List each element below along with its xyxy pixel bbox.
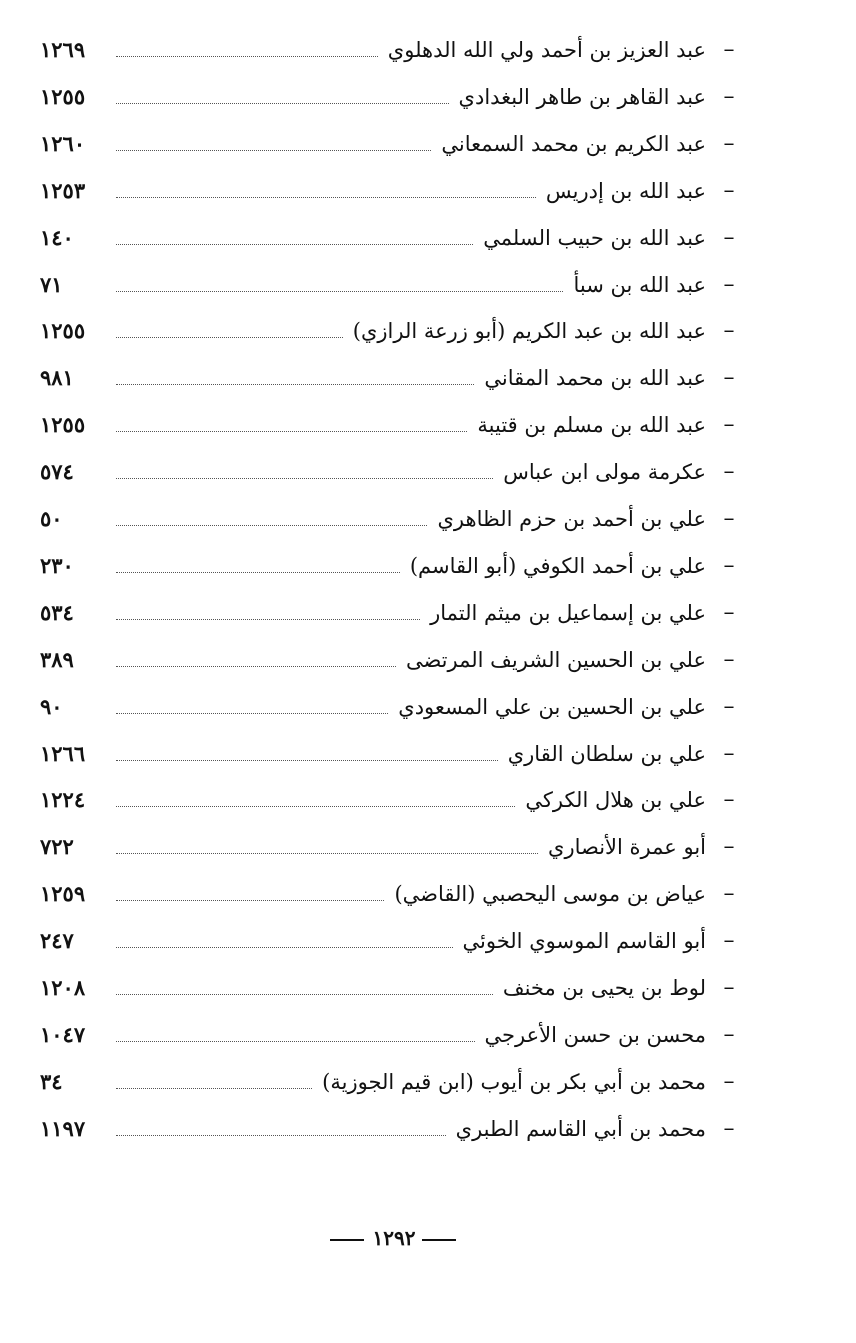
entry-page-number: ٧٢٢	[40, 834, 74, 859]
index-entry	[40, 311, 740, 351]
index-entry	[40, 218, 740, 258]
entry-page-number: ١٢٥٥	[40, 84, 86, 109]
index-entry	[40, 171, 740, 211]
entry-page-number: ١٢٠٨	[40, 975, 86, 1000]
entry-dash: –	[723, 84, 735, 109]
dot-leader	[116, 806, 515, 807]
dot-leader	[116, 244, 473, 245]
entry-name: عبد الله بن سبأ	[573, 273, 706, 297]
dot-leader	[116, 994, 493, 995]
entry-dash: –	[723, 178, 735, 203]
entry-dash: –	[723, 928, 735, 953]
entry-name: عبد الله بن محمد المقاني	[484, 366, 706, 390]
page-number-dash-left	[330, 1239, 364, 1241]
dot-leader	[116, 666, 396, 667]
entry-page-number: ٢٤٧	[40, 928, 74, 953]
entry-page-number: ١٠٤٧	[40, 1022, 86, 1047]
index-entry	[40, 1062, 740, 1102]
entry-page-number: ١١٩٧	[40, 1116, 86, 1141]
index-entry	[40, 921, 740, 961]
entry-name: عبد الله بن مسلم بن قتيبة	[477, 413, 706, 437]
dot-leader	[116, 853, 538, 854]
index-entry	[40, 546, 740, 586]
entry-page-number: ١٢٦٩	[40, 37, 86, 62]
index-entry	[40, 452, 740, 492]
entry-page-number: ١٢٥٩	[40, 881, 86, 906]
dot-leader	[116, 197, 536, 198]
index-entry	[40, 827, 740, 867]
index-entry	[40, 265, 740, 305]
index-entry	[40, 77, 740, 117]
entry-dash: –	[723, 1069, 735, 1094]
entry-dash: –	[723, 881, 735, 906]
entry-dash: –	[723, 600, 735, 625]
entry-dash: –	[723, 834, 735, 859]
entry-name: عبد الكريم بن محمد السمعاني	[441, 132, 706, 156]
entry-name: علي بن أحمد بن حزم الظاهري	[437, 507, 706, 531]
dot-leader	[116, 1041, 475, 1042]
entry-name: علي بن الحسين بن علي المسعودي	[398, 695, 706, 719]
index-entry	[40, 780, 740, 820]
entry-page-number: ٢٣٠	[40, 553, 74, 578]
entry-page-number: ١٢٢٤	[40, 787, 86, 812]
index-entry	[40, 405, 740, 445]
entry-name: عبد الله بن حبيب السلمي	[483, 226, 706, 250]
entry-page-number: ٣٤	[40, 1069, 63, 1094]
dot-leader	[116, 713, 388, 714]
index-entry	[40, 687, 740, 727]
entry-dash: –	[723, 647, 735, 672]
entry-dash: –	[723, 318, 735, 343]
page-number-dash-right	[422, 1239, 456, 1241]
entry-name: محمد بن أبي القاسم الطبري	[455, 1117, 706, 1141]
entry-dash: –	[723, 412, 735, 437]
dot-leader	[116, 572, 400, 573]
entry-name: لوط بن يحيى بن مخنف	[502, 976, 706, 1000]
entry-name: محمد بن أبي بكر بن أيوب (ابن قيم الجوزية)	[322, 1070, 706, 1094]
entry-page-number: ١٢٦٦	[40, 741, 86, 766]
dot-leader	[116, 525, 427, 526]
entry-dash: –	[723, 459, 735, 484]
index-entry	[40, 968, 740, 1008]
index-entry	[40, 30, 740, 70]
entry-page-number: ٥٧٤	[40, 459, 74, 484]
entry-dash: –	[723, 365, 735, 390]
index-entry	[40, 358, 740, 398]
dot-leader	[116, 900, 384, 901]
entry-name: علي بن أحمد الكوفي (أبو القاسم)	[409, 554, 706, 578]
dot-leader	[116, 56, 378, 57]
dot-leader	[116, 103, 449, 104]
index-entry	[40, 734, 740, 774]
entry-dash: –	[723, 741, 735, 766]
entry-page-number: ٩٠	[40, 694, 63, 719]
dot-leader	[116, 337, 343, 338]
entry-name: عياض بن موسى اليحصبي (القاضي)	[394, 882, 706, 906]
entry-page-number: ٣٨٩	[40, 647, 74, 672]
entry-page-number: ١٢٦٠	[40, 131, 86, 156]
entry-dash: –	[723, 694, 735, 719]
entry-name: عبد العزيز بن أحمد ولي الله الدهلوي	[387, 38, 706, 62]
entry-dash: –	[723, 1116, 735, 1141]
entry-name: عبد الله بن عبد الكريم (أبو زرعة الرازي)	[352, 319, 706, 343]
entry-page-number: ١٢٥٣	[40, 178, 86, 203]
entry-name: أبو القاسم الموسوي الخوئي	[462, 929, 706, 953]
dot-leader	[116, 150, 431, 151]
index-entry	[40, 124, 740, 164]
entry-name: علي بن سلطان القاري	[507, 742, 706, 766]
entry-name: علي بن الحسين الشريف المرتضى	[405, 648, 706, 672]
dot-leader	[116, 431, 467, 432]
entry-dash: –	[723, 787, 735, 812]
entry-name: عبد القاهر بن طاهر البغدادي	[458, 85, 706, 109]
entry-page-number: ١٤٠	[40, 225, 74, 250]
entry-name: أبو عمرة الأنصاري	[548, 835, 706, 859]
entry-dash: –	[723, 37, 735, 62]
page-number-footer	[300, 1218, 460, 1258]
entry-dash: –	[723, 225, 735, 250]
entry-page-number: ١٢٥٥	[40, 318, 86, 343]
entry-dash: –	[723, 1022, 735, 1047]
index-entry	[40, 499, 740, 539]
entry-dash: –	[723, 131, 735, 156]
entry-dash: –	[723, 975, 735, 1000]
dot-leader	[116, 760, 498, 761]
index-entry	[40, 640, 740, 680]
entry-page-number: ٥٠	[40, 506, 63, 531]
index-entry	[40, 1015, 740, 1055]
entry-page-number: ٧١	[40, 272, 63, 297]
entry-dash: –	[723, 553, 735, 578]
dot-leader	[116, 478, 493, 479]
entry-page-number: ١٢٥٥	[40, 412, 86, 437]
entry-name: عكرمة مولى ابن عباس	[503, 460, 706, 484]
entry-dash: –	[723, 272, 735, 297]
index-entry	[40, 1109, 740, 1149]
dot-leader	[116, 291, 563, 292]
index-entry	[40, 593, 740, 633]
dot-leader	[116, 619, 420, 620]
entry-name: علي بن هلال الكركي	[525, 788, 706, 812]
entry-name: علي بن إسماعيل بن ميثم التمار	[430, 601, 706, 625]
entry-name: محسن بن حسن الأعرجي	[484, 1023, 706, 1047]
entry-page-number: ٩٨١	[40, 365, 74, 390]
page-number: ١٢٩٢	[372, 1226, 416, 1250]
entry-dash: –	[723, 506, 735, 531]
dot-leader	[116, 384, 474, 385]
dot-leader	[116, 1088, 312, 1089]
entry-page-number: ٥٣٤	[40, 600, 74, 625]
dot-leader	[116, 947, 453, 948]
index-entry	[40, 874, 740, 914]
dot-leader	[116, 1135, 446, 1136]
entry-name: عبد الله بن إدريس	[545, 179, 706, 203]
